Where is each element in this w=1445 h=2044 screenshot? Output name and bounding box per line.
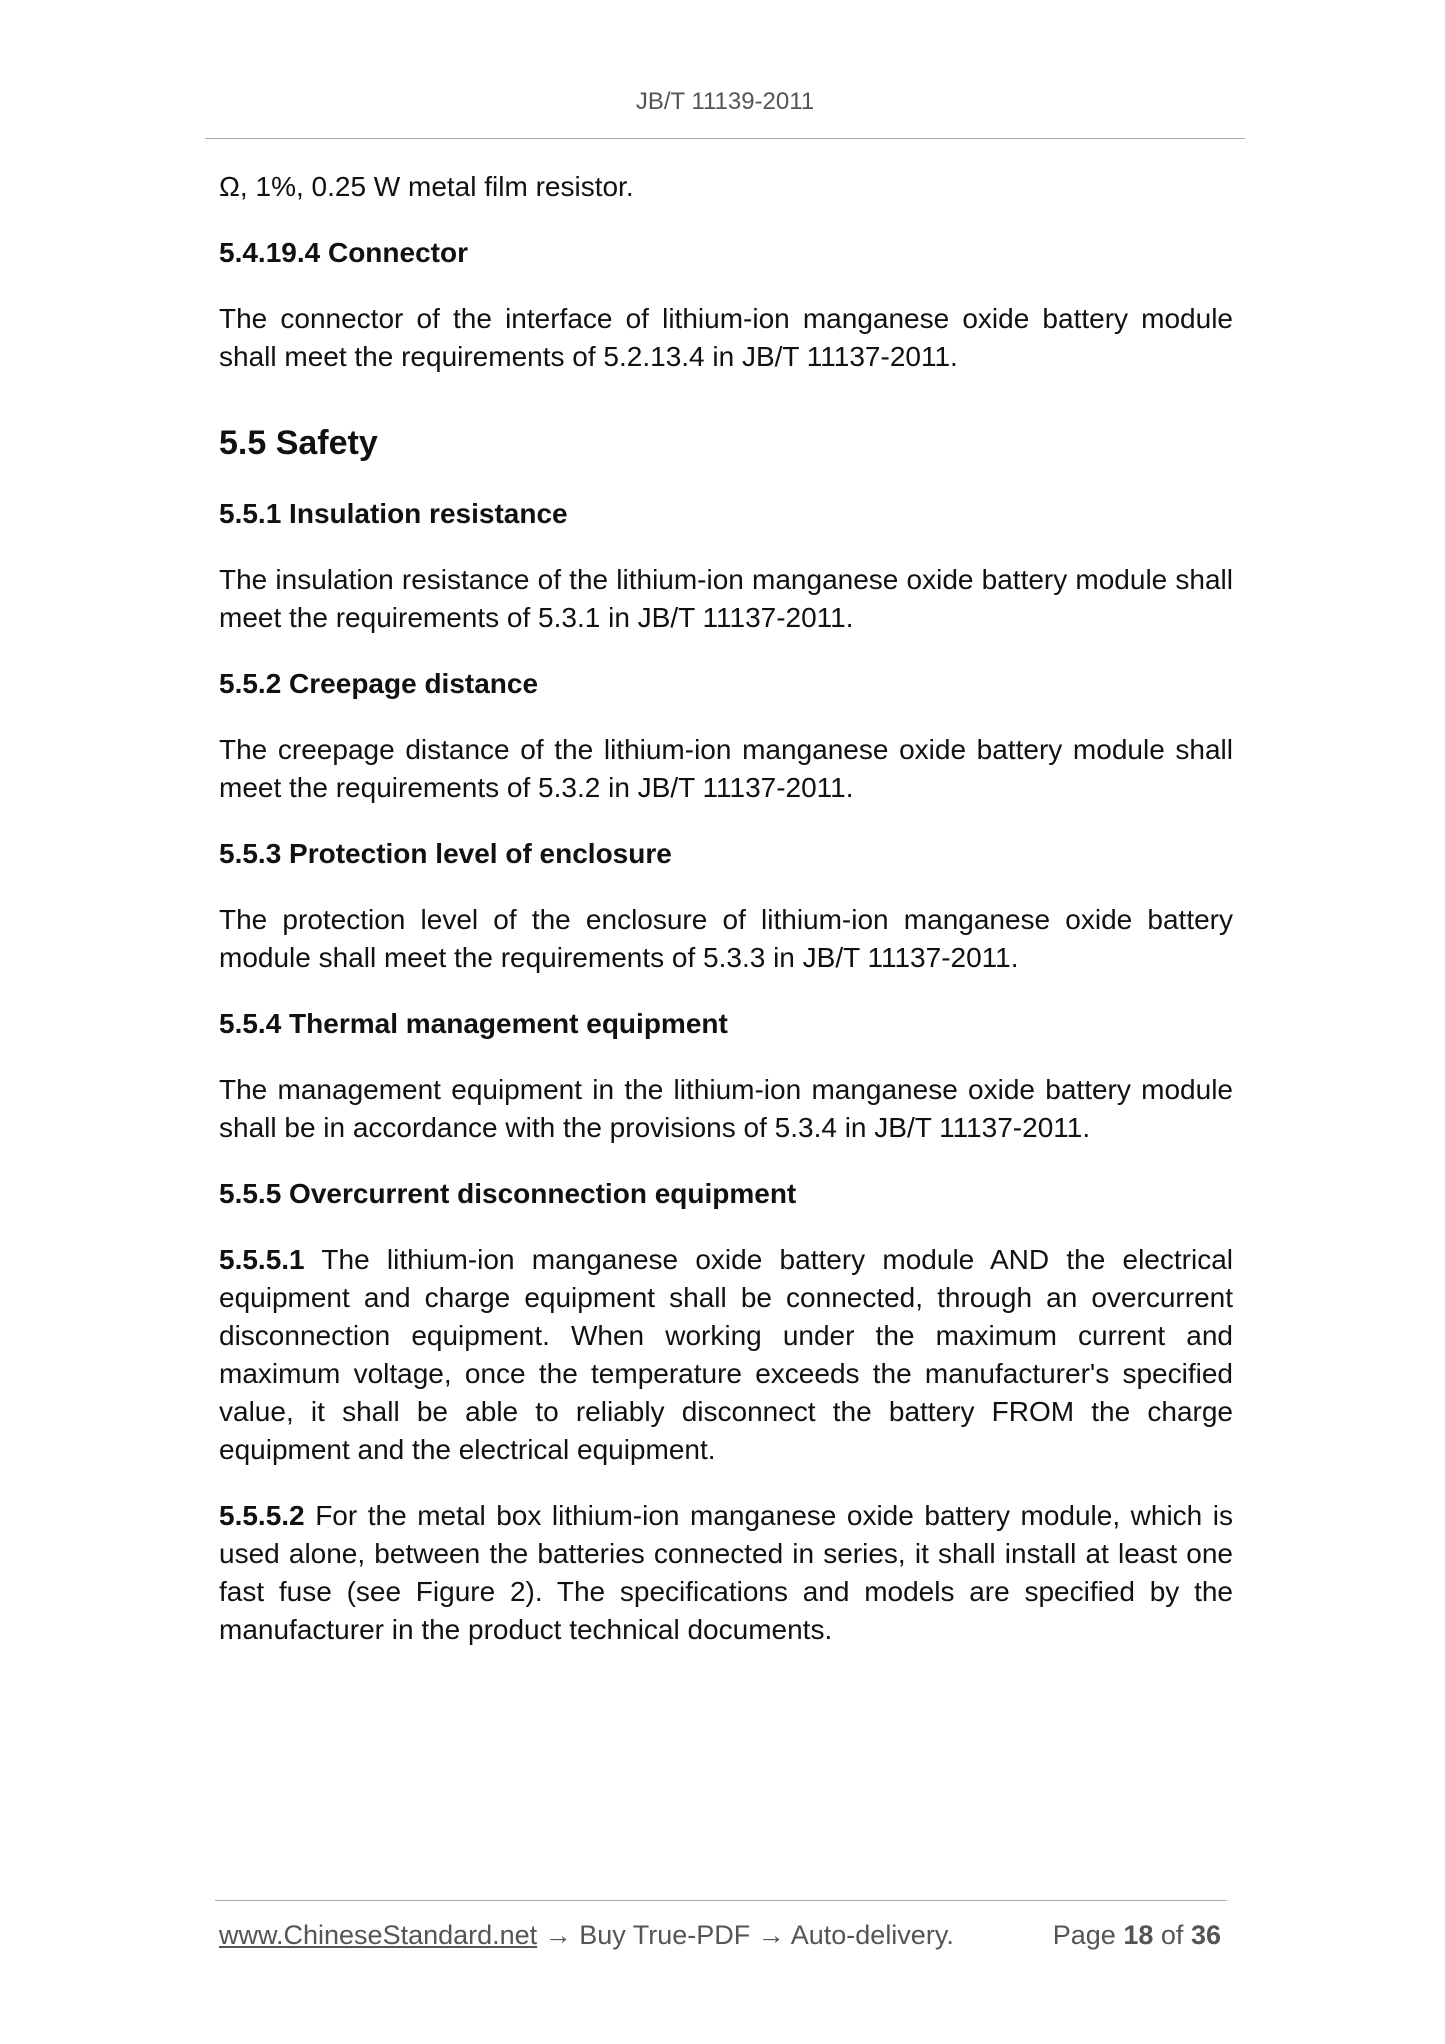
- footer-divider: [215, 1900, 1227, 1901]
- heading-5-5-2: 5.5.2 Creepage distance: [219, 668, 539, 699]
- heading-5-5: 5.5 Safety: [219, 424, 378, 462]
- heading-5-5-1: 5.5.1 Insulation resistance: [219, 498, 568, 529]
- clause-text-5-5-5-2: For the metal box lithium-ion manganese oxide battery module, which is used alone, between the batteries connected in series, it shall install at least one fast fuse (see Figure 2). The specifications and models are specified by the manufacturer in the product technical documents.: [219, 1500, 1234, 1645]
- paragraph-5-5-1: The insulation resistance of the lithium-ion manganese oxide battery module shall meet the requirements of 5.3.1 in JB/T 11137-2011.: [219, 564, 1233, 633]
- paragraph-5-5-5-1: [219, 1241, 1233, 1469]
- website-link[interactable]: www.ChineseStandard.net: [219, 1920, 538, 1950]
- footer-tagline: → Buy True-PDF → Auto-delivery.: [537, 1920, 954, 1950]
- page-total: 36: [1190, 1920, 1221, 1950]
- clause-text-5-5-5-1: The lithium-ion manganese oxide battery module AND the electrical equipment and charge equipment shall be connected, through an overcurrent disconnection equipment. When working under the maximum current and maximum voltage, once the temperature exceeds the manufacturer's specified value, it shall be able to reliably disconnect the battery FROM the charge equipment and the electrical equipment.: [219, 1244, 1234, 1465]
- page-counter: [1053, 1920, 1221, 1951]
- paragraph-5-5-4: The management equipment in the lithium-ion manganese oxide battery module shall be in accordance with the provisions of 5.3.4 in JB/T 11137-2011.: [219, 1074, 1233, 1143]
- heading-5-4-19-4: 5.4.19.4 Connector: [219, 237, 468, 268]
- page-footer: [219, 1920, 1227, 1951]
- paragraph-5-4-19-4: The connector of the interface of lithium-ion manganese oxide battery module shall meet the requirements of 5.2.13.4 in JB/T 11137-2011.: [219, 303, 1233, 372]
- page-header-title: JB/T 11139-2011: [635, 88, 815, 115]
- of-label: of: [1160, 1920, 1184, 1950]
- paragraph-5-5-2: The creepage distance of the lithium-ion manganese oxide battery module shall meet the requirements of 5.3.2 in JB/T 11137-2011.: [219, 734, 1233, 803]
- continued-text: Ω, 1%, 0.25 W metal film resistor.: [219, 171, 634, 202]
- paragraph-5-5-5-2: [219, 1497, 1233, 1649]
- heading-5-5-3: 5.5.3 Protection level of enclosure: [219, 838, 672, 869]
- heading-5-5-4: 5.5.4 Thermal management equipment: [219, 1008, 728, 1039]
- page-number: 18: [1123, 1920, 1154, 1950]
- header-divider: [205, 138, 1245, 139]
- clause-number-5-5-5-2: 5.5.5.2: [219, 1500, 305, 1531]
- page-label: Page: [1052, 1920, 1116, 1950]
- document-body: [219, 168, 1233, 1649]
- clause-number-5-5-5-1: 5.5.5.1: [219, 1244, 305, 1275]
- heading-5-5-5: 5.5.5 Overcurrent disconnection equipment: [219, 1178, 797, 1209]
- paragraph-5-5-3: The protection level of the enclosure of lithium-ion manganese oxide battery module shall meet the requirements of 5.3.3 in JB/T 11137-2011.: [219, 904, 1233, 973]
